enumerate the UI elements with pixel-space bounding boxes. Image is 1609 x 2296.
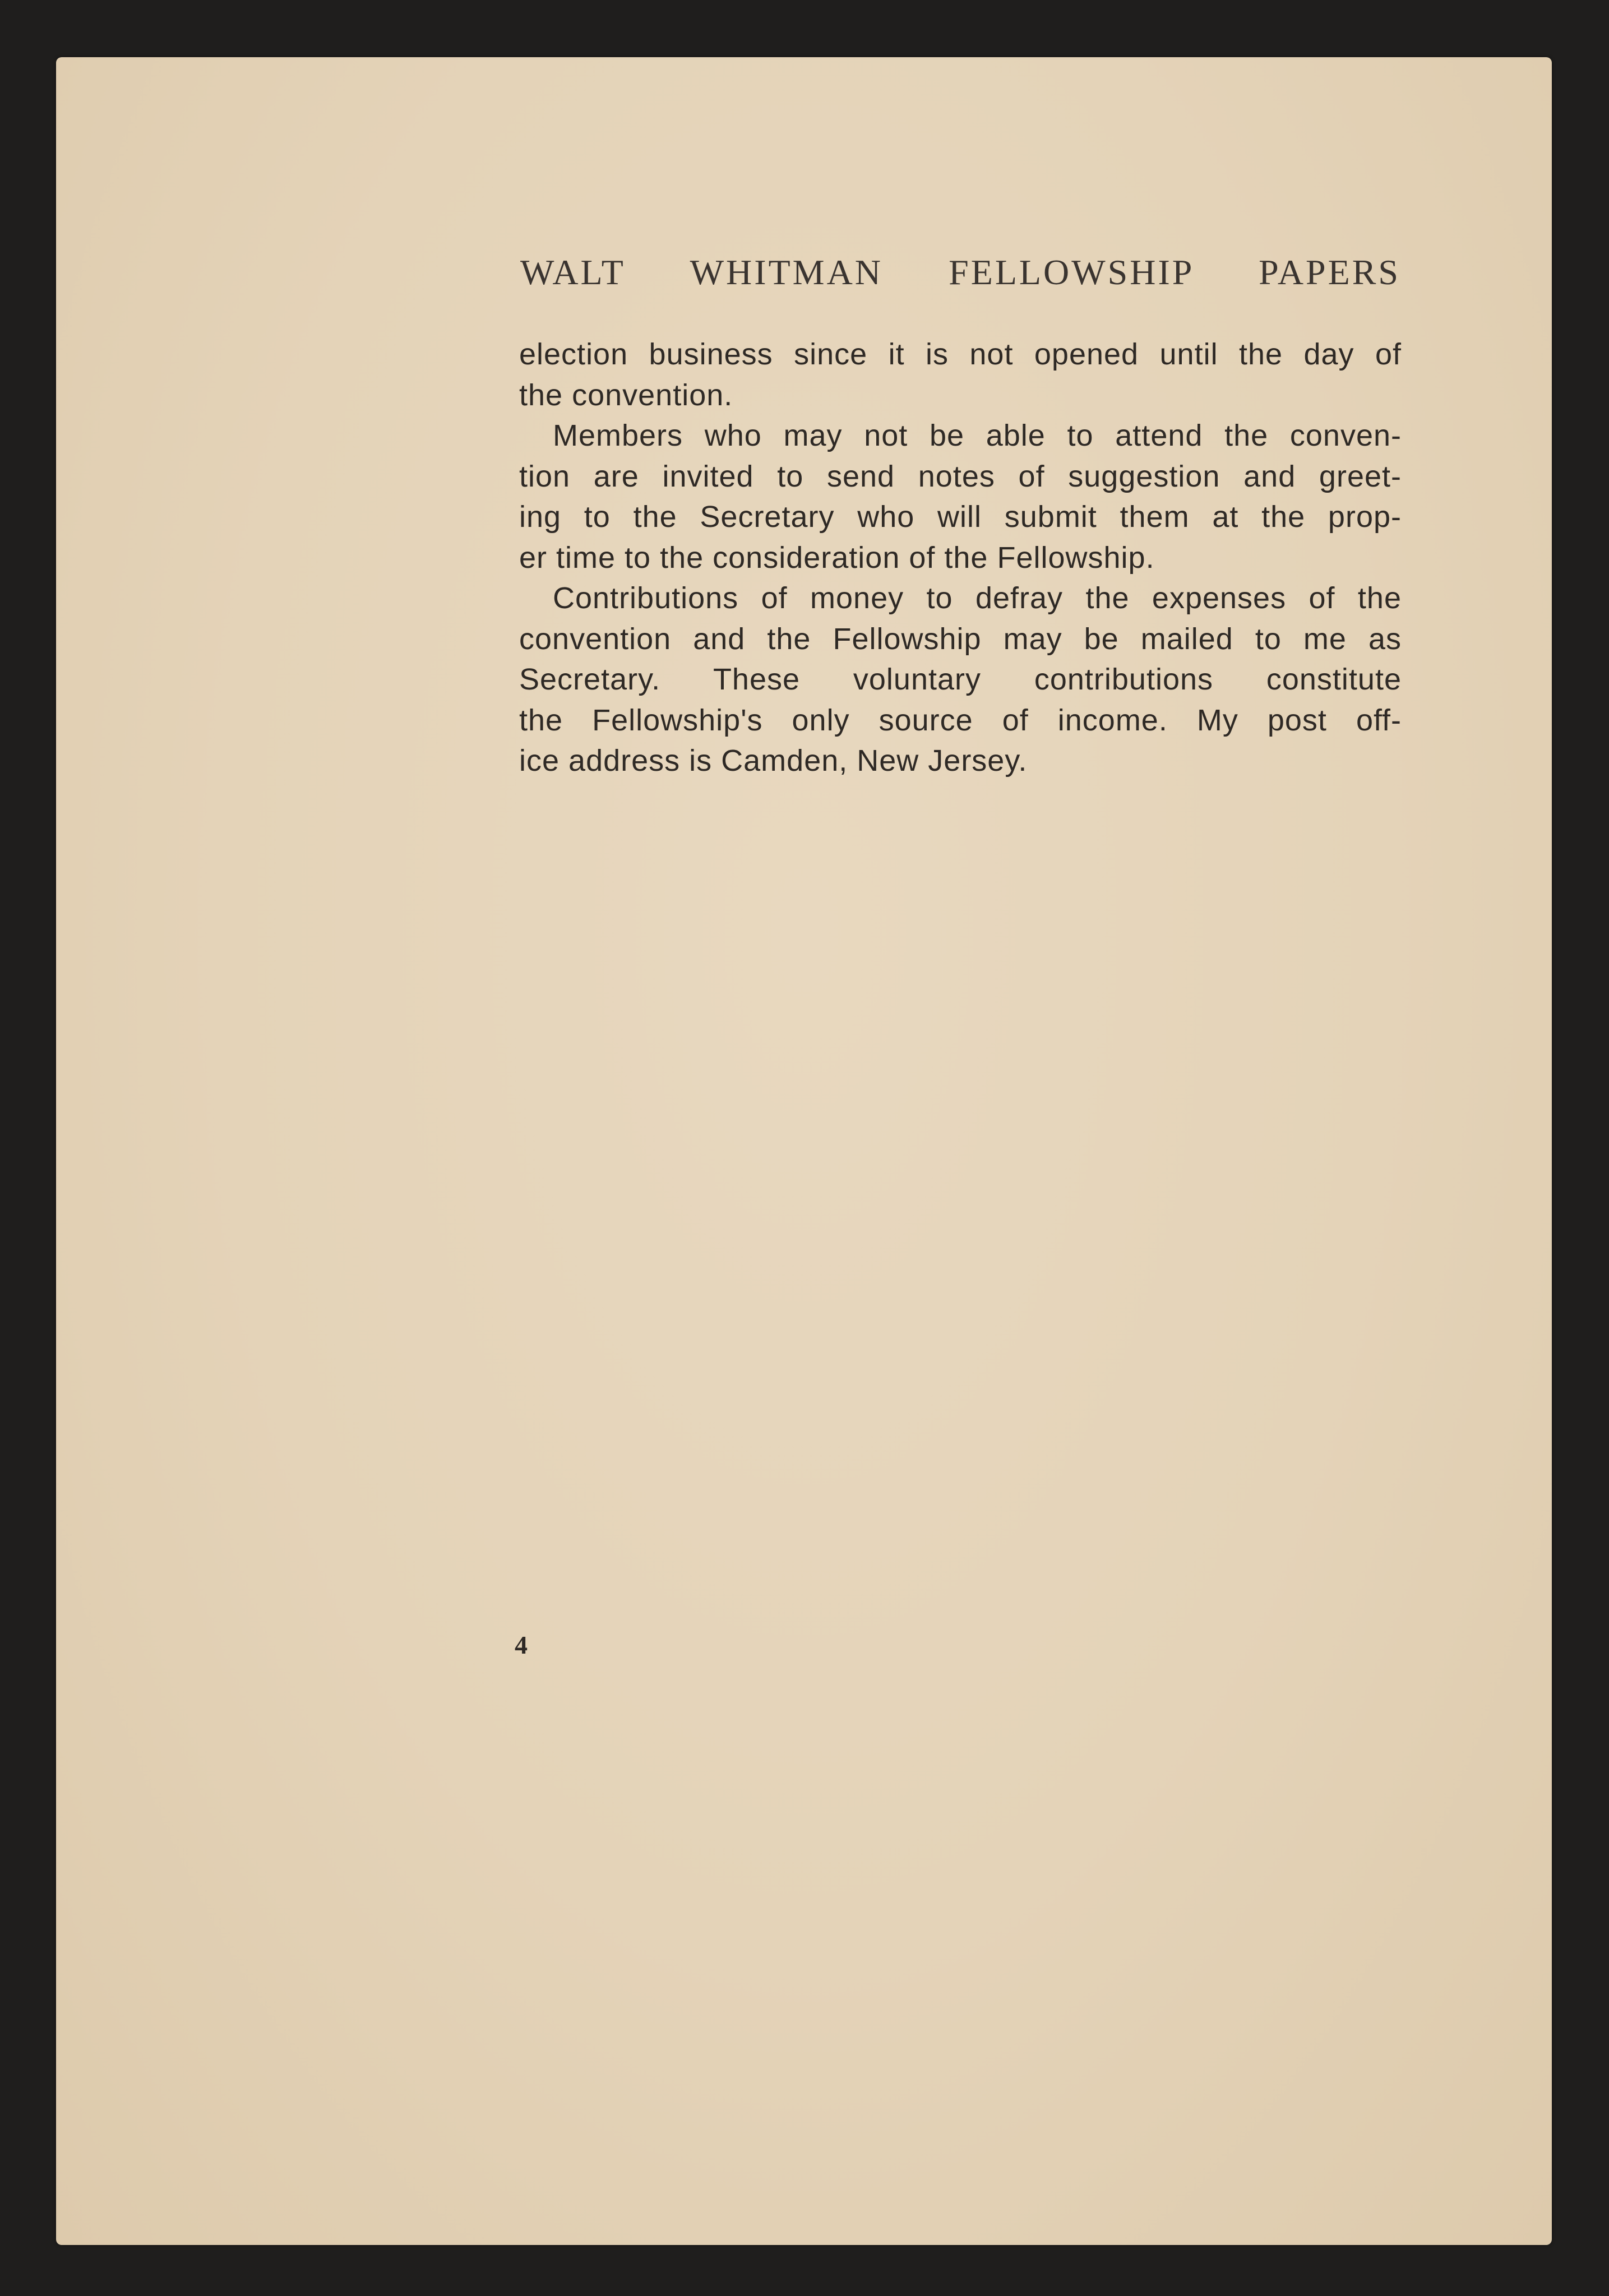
document-page (56, 57, 1552, 2245)
text-line: Members who may not be able to attend the conven- (553, 419, 1402, 452)
text-line: Secretary. These voluntary contributions constitute (519, 663, 1402, 696)
text-line: the convention. (519, 378, 733, 412)
text-line: convention and the Fellowship may be mailed to me as (519, 622, 1402, 656)
text-line: tion are invited to send notes of suggestion and greet- (519, 459, 1402, 493)
running-header: WALT WHITMAN FELLOWSHIP PAPERS (520, 252, 1400, 292)
text-line: election business since it is not opened until the day of (519, 337, 1402, 371)
text-line: er time to the consideration of the Fellowship. (519, 540, 1155, 575)
page-number: 4 (515, 1631, 528, 1659)
text-line: ice address is Camden, New Jersey. (519, 744, 1028, 777)
text-line: the Fellowship's only source of income. My post off- (519, 703, 1402, 737)
text-line: ing to the Secretary who will submit them at the prop- (519, 500, 1402, 534)
text-line: Contributions of money to defray the expenses of the (553, 581, 1402, 615)
body-text (519, 334, 1402, 781)
